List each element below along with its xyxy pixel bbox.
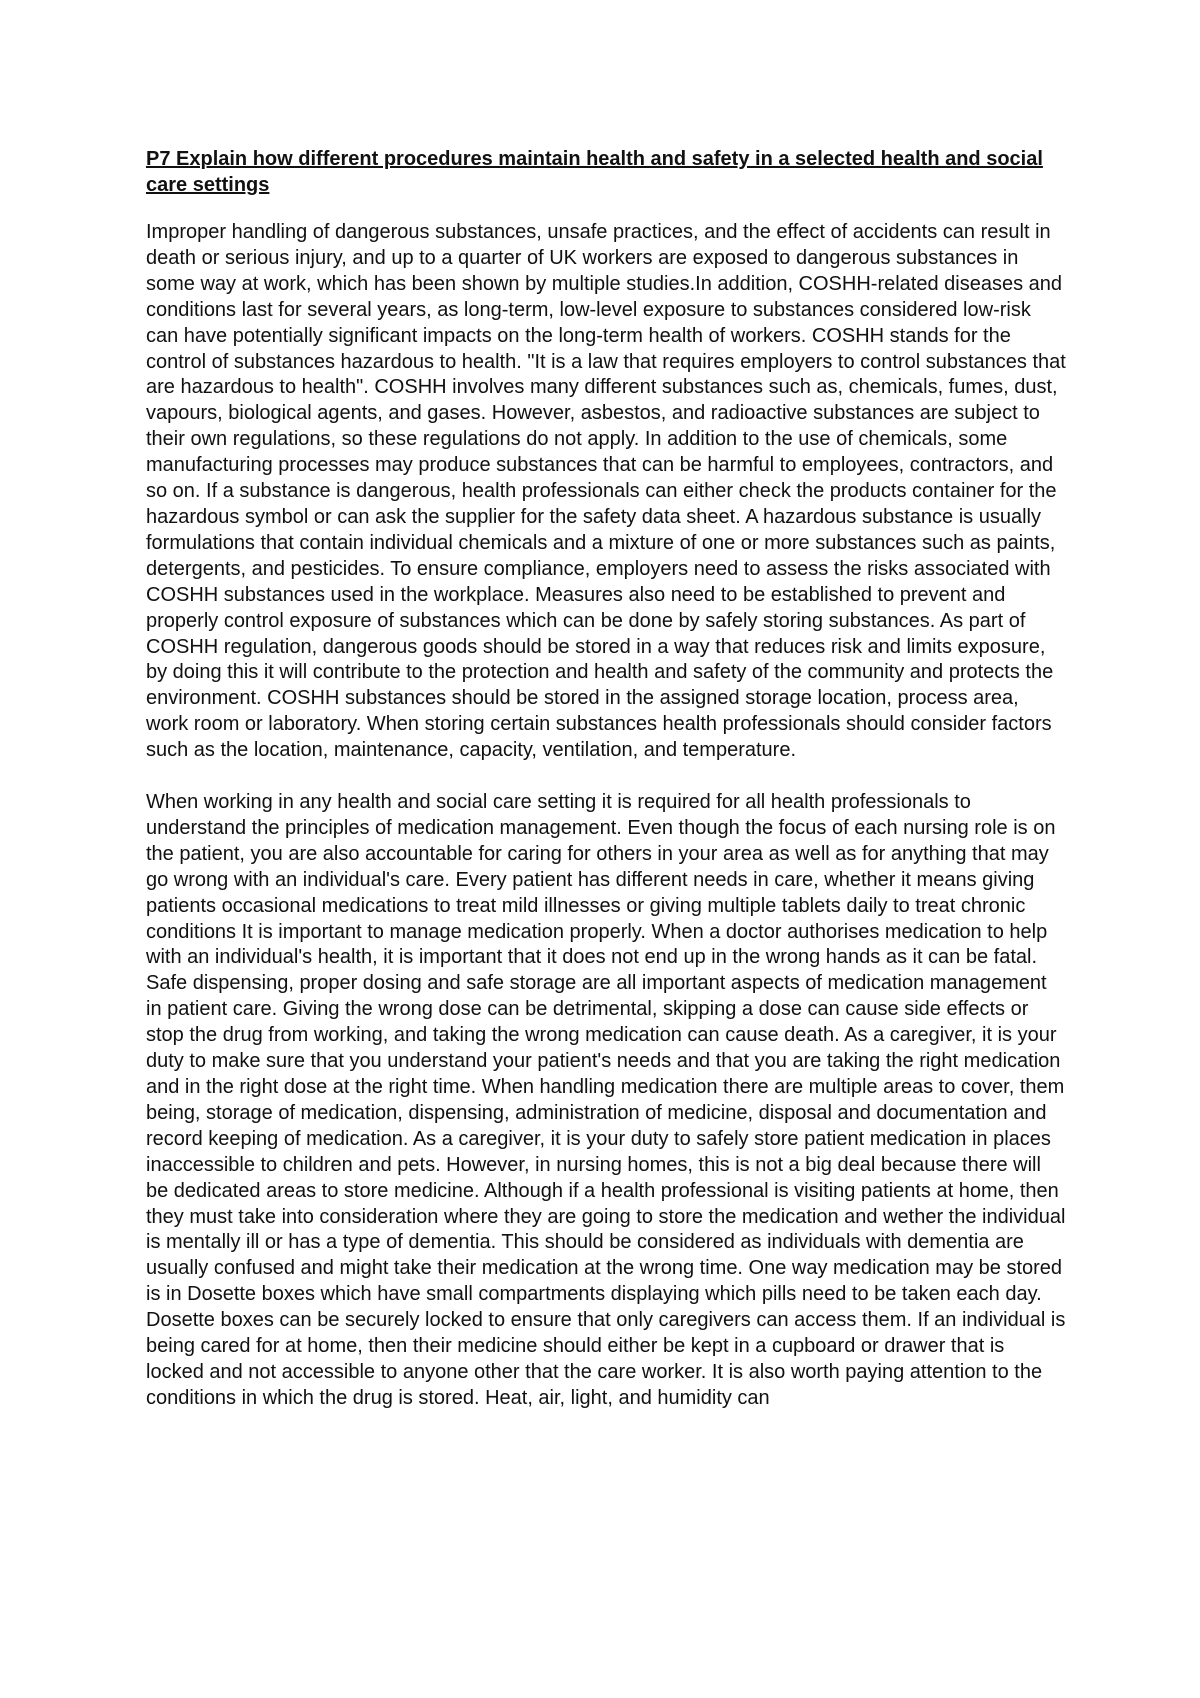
document-body bbox=[146, 146, 1066, 1412]
document-title: P7 Explain how different procedures maintain health and safety in a selected health and social care settings bbox=[146, 148, 1043, 196]
paragraph-coshh: Improper handling of dangerous substances, unsafe practices, and the effect of accidents can result in death or serious injury, and up to a quarter of UK workers are exposed to dangerous substances in some way at work, which has been shown by multiple studies.In addition, COSHH-related diseases and conditions last for several years, as long-term, low-level exposure to substances considered low-risk can have potentially significant impacts on the long-term health of workers. COSHH stands for the control of substances hazardous to health. "It is a law that requires employers to control substances that are hazardous to health". COSHH involves many different substances such as, chemicals, fumes, dust, vapours, biological agents, and gases. However, asbestos, and radioactive substances are subject to their own regulations, so these regulations do not apply. In addition to the use of chemicals, some manufacturing processes may produce substances that can be harmful to employees, contractors, and so on. If a substance is dangerous, health professionals can either check the products container for the hazardous symbol or can ask the supplier for the safety data sheet. A hazardous substance is usually formulations that contain individual chemicals and a mixture of one or more substances such as paints, detergents, and pesticides. To ensure compliance, employers need to assess the risks associated with COSHH substances used in the workplace. Measures also need to be established to prevent and properly control exposure of substances which can be done by safely storing substances. As part of COSHH regulation, dangerous goods should be stored in a way that reduces risk and limits exposure, by doing this it will contribute to the protection and health and safety of the community and protects the environment. COSHH substances should be stored in the assigned storage location, process area, work room or laboratory. When storing certain substances health professionals should consider factors such as the location, maintenance, capacity, ventilation, and temperature. bbox=[146, 221, 1066, 762]
paragraph-medication-management: When working in any health and social care setting it is required for all health professionals to understand the principles of medication management. Even though the focus of each nursing role is on the patient, you are also accountable for caring for others in your area as well as for anything that may go wrong with an individual's care. Every patient has different needs in care, whether it means giving patients occasional medications to treat mild illnesses or giving multiple tablets daily to treat chronic conditions It is important to manage medication properly. When a doctor authorises medication to help with an individual's health, it is important that it does not end up in the wrong hands as it can be fatal. Safe dispensing, proper dosing and safe storage are all important aspects of medication management in patient care. Giving the wrong dose can be detrimental, skipping a dose can cause side effects or stop the drug from working, and taking the wrong medication can cause death. As a caregiver, it is your duty to make sure that you understand your patient's needs and that you are taking the right medication and in the right dose at the right time. When handling medication there are multiple areas to cover, them being, storage of medication, dispensing, administration of medicine, disposal and documentation and record keeping of medication. As a caregiver, it is your duty to safely store patient medication in places inaccessible to children and pets. However, in nursing homes, this is not a big deal because there will be dedicated areas to store medicine. Although if a health professional is visiting patients at home, then they must take into consideration where they are going to store the medication and wether the individual is mentally ill or has a type of dementia. This should be considered as individuals with dementia are usually confused and might take their medication at the wrong time. One way medication may be stored is in Dosette boxes which have small compartments displaying which pills need to be taken each day. Dosette boxes can be securely locked to ensure that only caregivers can access them. If an individual is being cared for at home, then their medicine should either be kept in a cupboard or drawer that is locked and not accessible to anyone other that the care worker. It is also worth paying attention to the conditions in which the drug is stored. Heat, air, light, and humidity can bbox=[146, 791, 1066, 1409]
